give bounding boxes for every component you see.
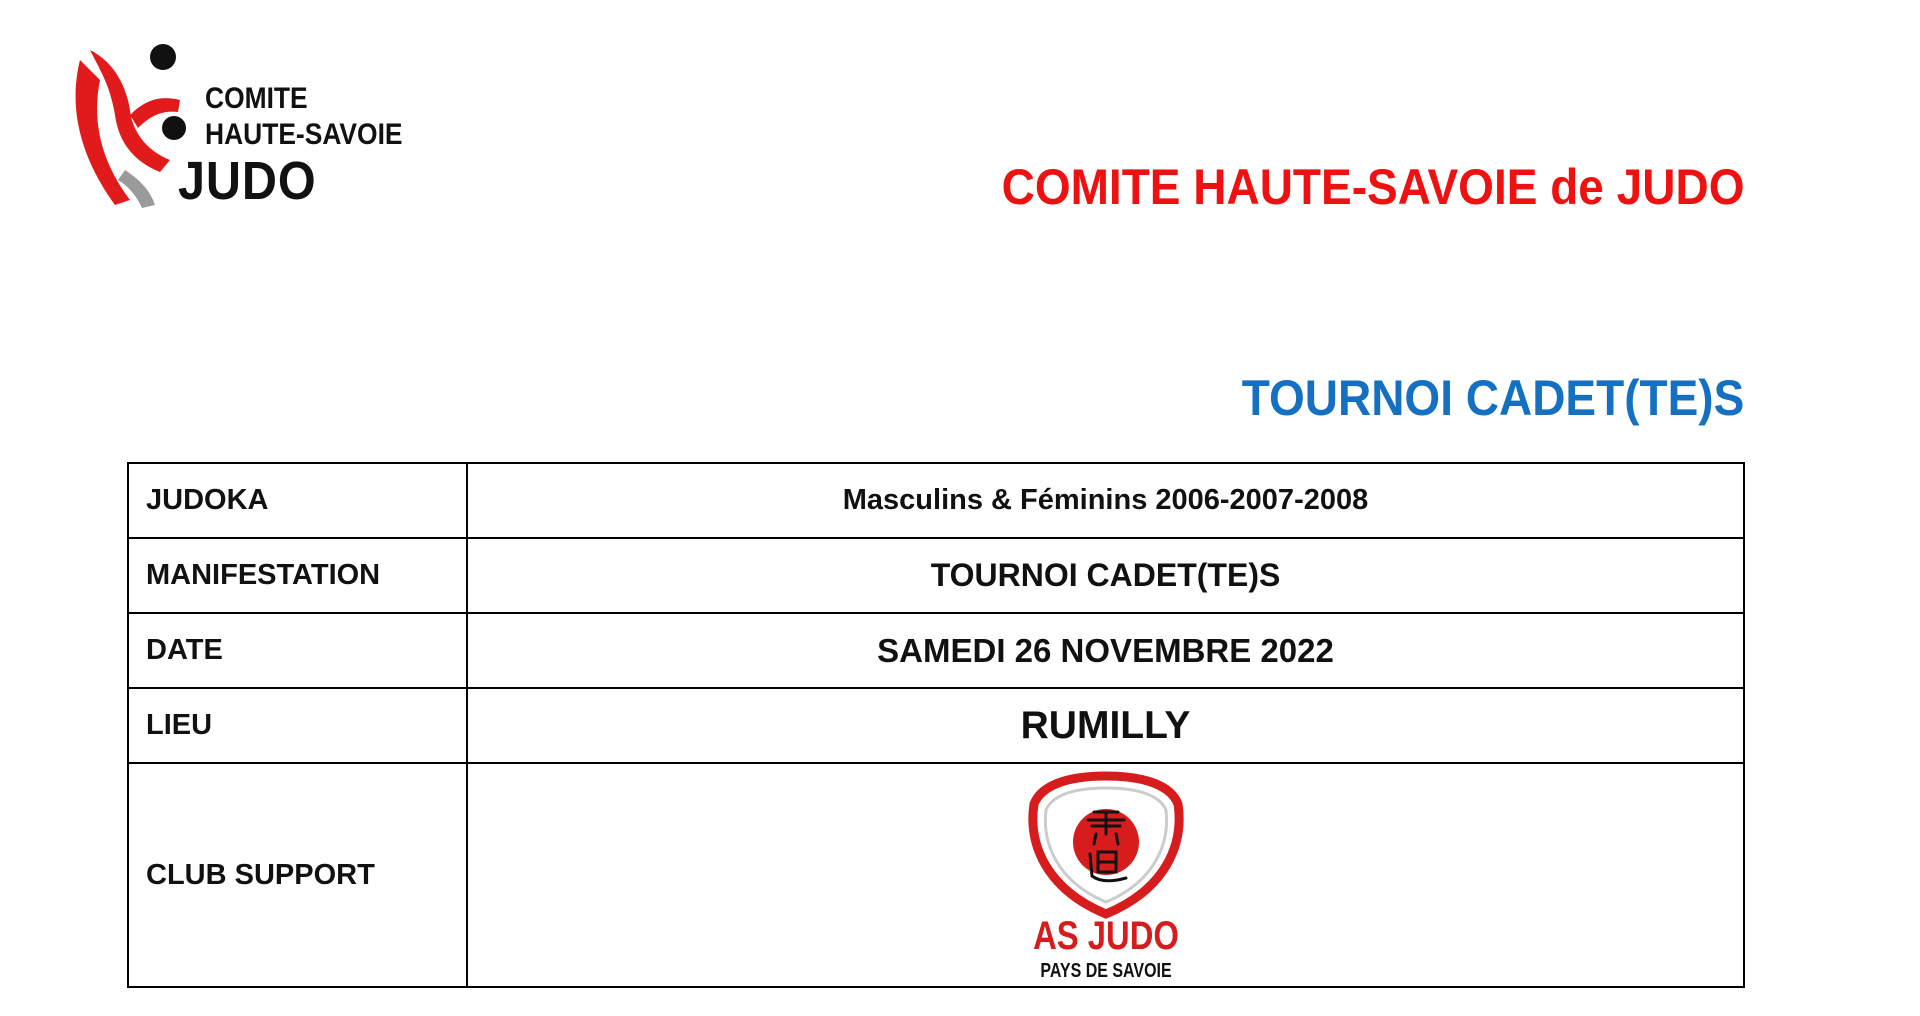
row-label: CLUB SUPPORT <box>128 763 467 987</box>
table-row <box>128 763 1744 987</box>
row-label: MANIFESTATION <box>128 538 467 613</box>
table-row <box>128 613 1744 688</box>
logo-text-line3: JUDO <box>178 151 317 211</box>
row-value: TOURNOI CADET(TE)S <box>467 538 1744 613</box>
table-row <box>128 463 1744 538</box>
row-label: JUDOKA <box>128 463 467 538</box>
page-subtitle: TOURNOI CADET(TE)S <box>1241 370 1744 426</box>
table-row <box>128 688 1744 763</box>
date-value: SAMEDI 26 NOVEMBRE 2022 <box>467 613 1744 688</box>
logo-text-line1: COMITE <box>205 82 308 115</box>
page-title: COMITE HAUTE-SAVOIE de JUDO <box>1001 159 1744 215</box>
committee-logo <box>70 40 430 220</box>
info-table <box>127 462 1745 988</box>
row-label: LIEU <box>128 688 467 763</box>
club-logo <box>996 764 1216 986</box>
table-row <box>128 538 1744 613</box>
club-name: AS JUDO <box>1032 914 1179 958</box>
logo-text-line2: HAUTE-SAVOIE <box>205 118 403 151</box>
row-value: Masculins & Féminins 2006-2007-2008 <box>467 463 1744 538</box>
location-value: RUMILLY <box>467 688 1744 763</box>
club-logo-cell <box>467 763 1744 987</box>
row-label: DATE <box>128 613 467 688</box>
club-subname: PAYS DE SAVOIE <box>1039 960 1172 982</box>
